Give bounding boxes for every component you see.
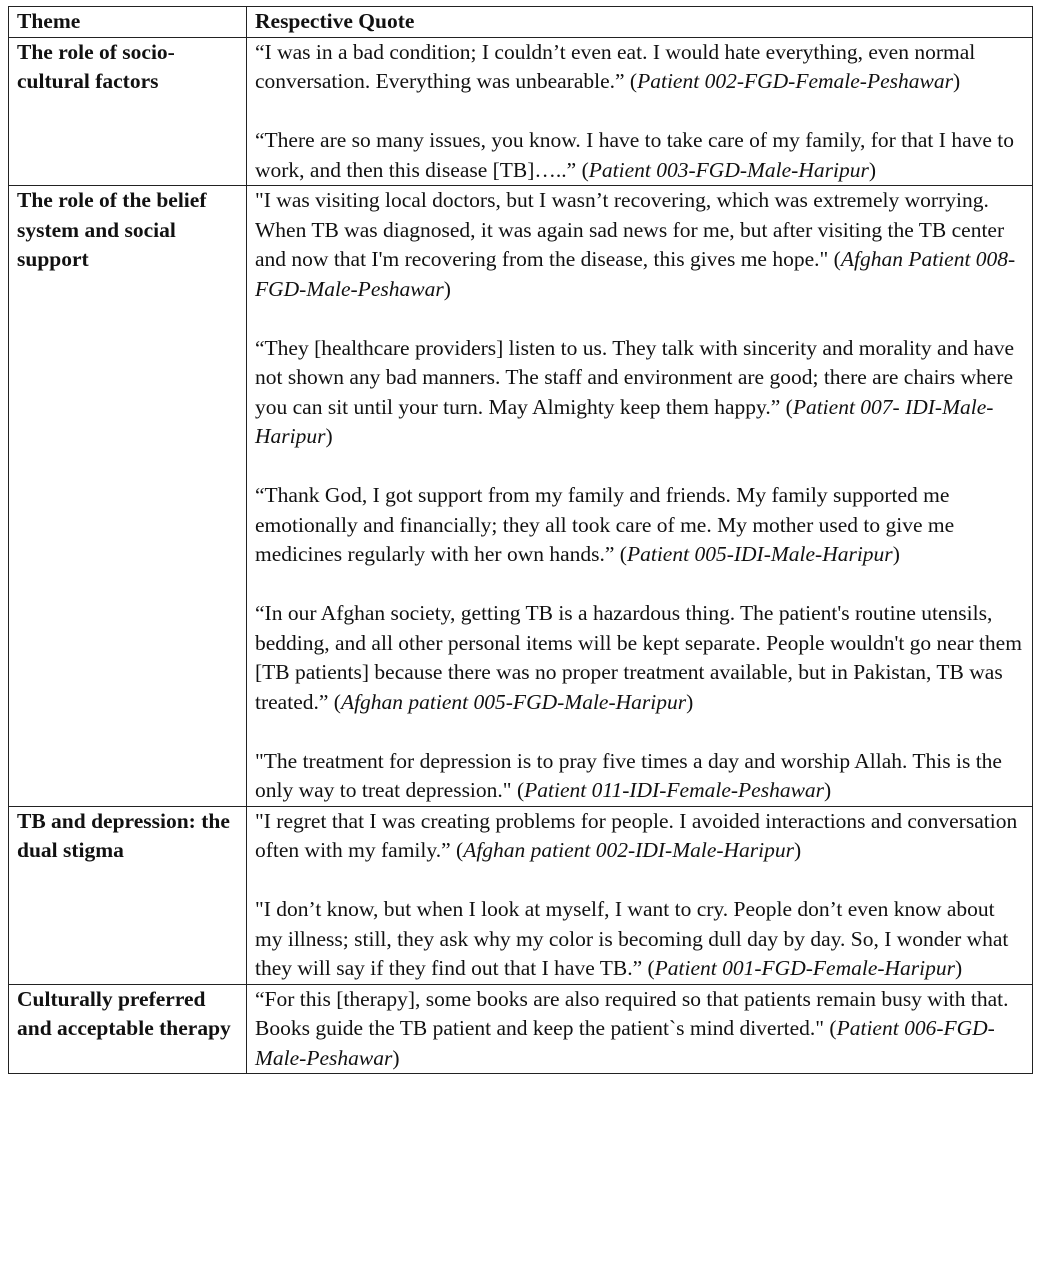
quote-source: Afghan Patient 008-FGD-Male-Peshawar [255,247,1016,301]
quote: “I was in a bad condition; I couldn’t even eat. I would hate everything, even normal conversation. Everything was unbearable.” (Patient 002-FGD-Female-Peshawar) [255,39,976,93]
theme-cell: TB and depression: the dual stigma [9,806,247,984]
quote-cell [247,186,1033,807]
quote-cell [247,984,1033,1074]
quote-text: "I was visiting local doctors, but I wasn’t recovering, which was extremely worrying. When TB was diagnosed, it was again sad news for me, but after visiting the TB center and now that I'm recovering from the disease, this gives me hope." [255,188,1005,271]
document-page [8,6,1032,1074]
table-row [9,186,1033,807]
table-row [9,984,1033,1074]
quote-source: Patient 001-FGD-Female-Haripur [654,956,956,980]
quote: "I was visiting local doctors, but I wasn’t recovering, which was extremely worrying. When TB was diagnosed, it was again sad news for me, but after visiting the TB center and now that I'm recovering from the disease, this gives me hope." (Afghan Patient 008-FGD-Male-Peshawar) [255,188,1016,301]
quote-text: “For this [therapy], some books are also required so that patients remain busy with that. Books guide the TB patient and keep the patient`s mind diverted." [255,986,1009,1040]
theme-cell: The role of the belief system and social support [9,186,247,807]
quote-source: Patient 002-FGD-Female-Peshawar [637,69,953,93]
quote: "The treatment for depression is to pray five times a day and worship Allah. This is the only way to treat depression." (Patient 011-IDI-Female-Peshawar) [255,748,1002,802]
themes-quotes-table [8,6,1033,1074]
quote-text: “There are so many issues, you know. I have to take care of my family, for that I have to work, and then this disease [TB]…..” [255,128,1014,182]
quote-text: “I was in a bad condition; I couldn’t even eat. I would hate everything, even normal conversation. Everything was unbearable.” [255,39,976,93]
quote-source: Patient 006-FGD-Male-Peshawar [255,1016,995,1070]
quote-source: Patient 011-IDI-Female-Peshawar [524,778,825,802]
quote: "I regret that I was creating problems for people. I avoided interactions and conversation often with my family.” (Afghan patient 002-IDI-Male-Haripur) [255,808,1018,862]
table-row [9,806,1033,984]
quote-cell [247,37,1033,186]
quote-text: “Thank God, I got support from my family and friends. My family supported me emotionally and financially; they all took care of me. My mother used to give me medicines regularly with her own hands.” [255,483,955,566]
quote: “Thank God, I got support from my family and friends. My family supported me emotionally and financially; they all took care of me. My mother used to give me medicines regularly with her own hands.” (Patient 005-IDI-Male-Haripur) [255,483,955,566]
quote-text: “In our Afghan society, getting TB is a hazardous thing. The patient's routine utensils, bedding, and all other personal items will be kept separate. People wouldn't go near them [TB patients] because there was no proper treatment available, but in Pakistan, TB was treated.” [255,601,1022,714]
quote-text: “They [healthcare providers] listen to us. They talk with sincerity and morality and have not shown any bad manners. The staff and environment are good; there are chairs where you can sit until your turn. May Almighty keep them happy.” [255,335,1015,419]
quote-cell [247,806,1033,984]
quote-source: Patient 007- IDI-Male-Haripur [255,394,994,448]
quote-text: "I regret that I was creating problems for people. I avoided interactions and conversation often with my family.” [255,808,1018,862]
table-row [9,37,1033,186]
quote: “In our Afghan society, getting TB is a hazardous thing. The patient's routine utensils, bedding, and all other personal items will be kept separate. People wouldn't go near them [TB patients] because there was no proper treatment available, but in Pakistan, TB was treated.” (Afghan patient 005-FGD-Male-Haripur) [255,601,1022,714]
quote-source: Patient 005-IDI-Male-Haripur [626,542,893,566]
header-theme: Theme [9,7,247,38]
quote: “For this [therapy], some books are also required so that patients remain busy with that. Books guide the TB patient and keep the patient`s mind diverted." (Patient 006-FGD-Male-Peshawar) [255,986,1009,1070]
header-respective-quote: Respective Quote [247,7,1033,38]
table-header-row [9,7,1033,38]
quote-source: Afghan patient 005-FGD-Male-Haripur [340,689,687,714]
quote: “They [healthcare providers] listen to us. They talk with sincerity and morality and have not shown any bad manners. The staff and environment are good; there are chairs where you can sit until your turn. May Almighty keep them happy.” (Patient 007- IDI-Male-Haripur) [255,335,1015,448]
quote-text: "The treatment for depression is to pray five times a day and worship Allah. This is the only way to treat depression." [255,748,1002,802]
quote-source: Patient 003-FGD-Male-Haripur [588,157,869,182]
theme-cell: Culturally preferred and acceptable therapy [9,984,247,1074]
quote: "I don’t know, but when I look at myself, I want to cry. People don’t even know about my illness; still, they ask why my color is becoming dull day by day. So, I wonder what they will say if they find out that I have TB.” (Patient 001-FGD-Female-Haripur) [255,897,1009,980]
quote: “There are so many issues, you know. I have to take care of my family, for that I have to work, and then this disease [TB]…..” (Patient 003-FGD-Male-Haripur) [255,128,1014,182]
quote-source: Afghan patient 002-IDI-Male-Haripur [463,838,795,862]
theme-cell: The role of socio-cultural factors [9,37,247,186]
quote-text: "I don’t know, but when I look at myself, I want to cry. People don’t even know about my illness; still, they ask why my color is becoming dull day by day. So, I wonder what they will say if they find out that I have TB.” [255,897,1009,980]
